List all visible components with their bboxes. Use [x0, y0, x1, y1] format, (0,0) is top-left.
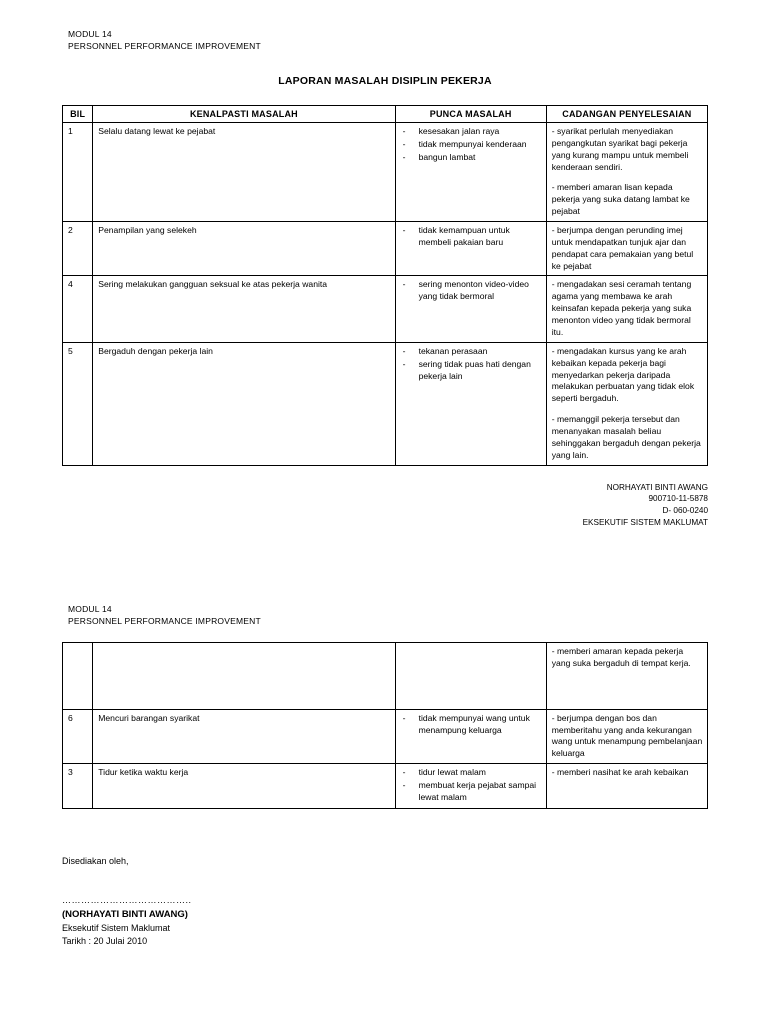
paragraph: - syarikat perlulah menyediakan pengangkutan syarikat bagi pekerja yang kurang mampu untuk membeli kenderaan sendiri.: [551, 126, 689, 172]
page-title: LAPORAN MASALAH DISIPLIN PEKERJA: [278, 74, 492, 87]
cell-cadangan: [546, 709, 707, 763]
date-value: : 20 Julai 2010: [88, 936, 148, 947]
cell-masalah: Tidur ketika waktu kerja: [93, 764, 395, 809]
list-item: - kesesakan jalan raya: [401, 126, 542, 138]
prepared-by-label: Disediakan oleh,: [62, 855, 129, 866]
cell-bil: 2: [63, 222, 93, 276]
signature-name: NORHAYATI BINTI AWANG: [606, 482, 708, 492]
cell-masalah: Sering melakukan gangguan seksual ke atas pekerja wanita: [93, 276, 395, 342]
list-item: - sering tidak puas hati dengan pekerja lain: [401, 359, 542, 383]
column-header-kenalpasti: KENALPASTI MASALAH: [93, 105, 395, 122]
discipline-problem-table: [62, 105, 708, 466]
table-header-row: [63, 105, 708, 122]
table-row: [63, 342, 708, 465]
column-header-cadangan: CADANGAN PENYELESAIAN: [546, 105, 707, 122]
table-row: [63, 123, 708, 222]
list-item: - bangun lambat: [401, 152, 542, 164]
cell-bil: 5: [63, 342, 93, 465]
document-footer: [62, 855, 708, 949]
table-row: [63, 222, 708, 276]
discipline-problem-table-continued: [62, 642, 708, 809]
cell-cadangan: [546, 276, 707, 342]
cell-punca: [395, 222, 546, 276]
paragraph: - mengadakan sesi ceramah tentang agama yang membawa ke arah keinsafan kepada pekerja yang suka menonton video yang tidak bermoral itu.: [551, 279, 692, 337]
column-header-bil: BIL: [63, 105, 93, 122]
cell-bil: 6: [63, 709, 93, 763]
table-row: [63, 764, 708, 809]
paragraph: - berjumpa dengan perunding imej untuk mendapatkan tunjuk ajar dan pendapat cara pemakaian yang betul ke pejabat: [551, 225, 694, 271]
paragraph: - berjumpa dengan bos dan memberitahu yang anda kekurangan wang untuk menampung pembelanjaan keluarga: [551, 712, 703, 759]
cell-bil: 4: [63, 276, 93, 342]
cell-punca: [395, 764, 546, 809]
cell-punca: [395, 709, 546, 763]
header-subtitle: PERSONNEL PERFORMANCE IMPROVEMENT: [68, 41, 261, 52]
footer-name: (NORHAYATI BINTI AWANG): [62, 908, 188, 920]
paragraph: - memberi nasihat ke arah kebaikan: [551, 767, 689, 778]
cell-punca: [395, 123, 546, 222]
list-item: - tidak mempunyai kenderaan: [401, 139, 542, 151]
cell-bil: 3: [63, 764, 93, 809]
list-item: - tidak mempunyai wang untuk menampung keluarga: [401, 713, 542, 737]
cell-cadangan: [546, 123, 707, 222]
cell-punca: [395, 276, 546, 342]
table-row: [63, 276, 708, 342]
cell-bil: [63, 642, 93, 709]
cell-punca: [395, 642, 546, 709]
cell-masalah: Selalu datang lewat ke pejabat: [93, 123, 395, 222]
cell-masalah: Mencuri barangan syarikat: [93, 709, 395, 763]
paragraph: - memberi amaran lisan kepada pekerja yang suka datang lambat ke pejabat: [551, 182, 690, 217]
column-header-punca: PUNCA MASALAH: [395, 105, 546, 122]
paragraph: - memberi amaran kepada pekerja yang suka bergaduh di tempat kerja.: [551, 645, 691, 668]
signature-block: [62, 482, 708, 530]
cell-masalah: Bergaduh dengan pekerja lain: [93, 342, 395, 465]
cell-cadangan: [546, 222, 707, 276]
header-module: MODUL 14: [68, 29, 112, 39]
list-item: - tidak kemampuan untuk membeli pakaian baru: [401, 225, 542, 249]
signature-position: EKSEKUTIF SISTEM MAKLUMAT: [582, 518, 708, 528]
footer-date: [62, 935, 708, 949]
paragraph: - memanggil pekerja tersebut dan menanyakan masalah beliau sehinggakan bergaduh dengan pekerja yang lain.: [551, 414, 701, 460]
date-label: Tarikh: [62, 936, 87, 947]
list-item: - tekanan perasaan: [401, 346, 542, 358]
table-row: [63, 709, 708, 763]
footer-role: Eksekutif Sistem Maklumat: [62, 922, 171, 933]
table-row: [63, 642, 708, 709]
list-item: - membuat kerja pejabat sampai lewat malam: [401, 780, 542, 804]
cell-punca: [395, 342, 546, 465]
cell-masalah: [93, 642, 395, 709]
signature-ic: 900710-11-5878: [648, 494, 708, 504]
page2-header: [68, 603, 708, 628]
list-item: - tidur lewat malam: [401, 767, 542, 779]
paragraph: - mengadakan kursus yang ke arah kebaikan kepada pekerja bagi menyedarkan pekerja daripada melakukan perbuatan yang tidak elok seperti bergaduh.: [551, 345, 695, 404]
cell-bil: 1: [63, 123, 93, 222]
signature-line: …………………………………..: [62, 895, 192, 906]
cell-cadangan: [546, 342, 707, 465]
signature-code: D- 060-0240: [662, 506, 708, 516]
cell-masalah: Penampilan yang selekeh: [93, 222, 395, 276]
page-header: [68, 28, 708, 53]
page2-header-subtitle: PERSONNEL PERFORMANCE IMPROVEMENT: [68, 616, 261, 627]
cell-cadangan: [546, 764, 707, 809]
list-item: - sering menonton video-video yang tidak bermoral: [401, 279, 542, 303]
page2-header-module: MODUL 14: [68, 604, 112, 615]
cell-cadangan: [546, 642, 707, 709]
